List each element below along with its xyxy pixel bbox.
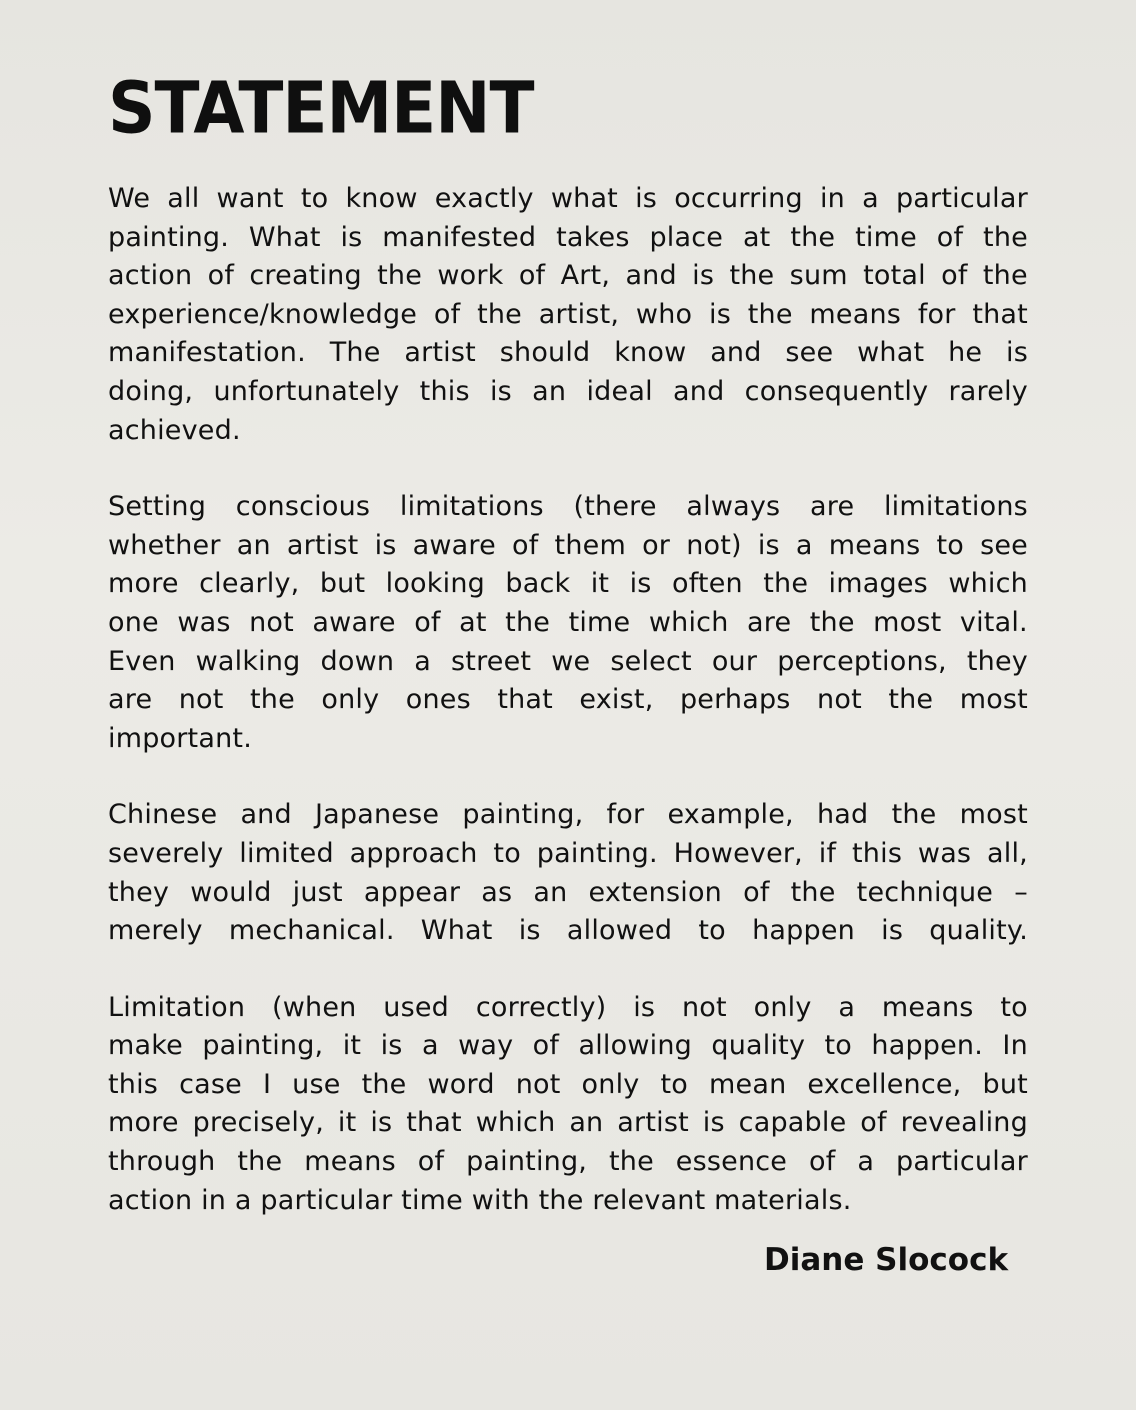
text-line: severely limited approach to painting. However, if this was all, <box>108 837 1028 869</box>
text-line: action of creating the work of Art, and is the sum total of the <box>108 260 1028 292</box>
text-line: achieved. <box>108 414 241 446</box>
text-line: manifestation. The artist should know and see what he is <box>108 337 1028 369</box>
paragraph-1 <box>108 180 1028 450</box>
text-line: this case I use the word not only to mean excellence, but <box>108 1068 1028 1100</box>
paragraph-4 <box>108 989 1028 1221</box>
text-line: Even walking down a street we select our perceptions, they <box>108 645 1028 677</box>
paragraph-2 <box>108 488 1028 758</box>
text-line: Limitation (when used correctly) is not only a means to <box>108 991 1028 1023</box>
text-line: Chinese and Japanese painting, for example, had the most <box>108 799 1028 831</box>
paragraph-3 <box>108 796 1028 950</box>
text-line: one was not aware of at the time which are the most vital. <box>108 606 1028 638</box>
text-line: merely mechanical. What is allowed to happen is quality. <box>108 915 1028 947</box>
text-line: make painting, it is a way of allowing quality to happen. In <box>108 1030 1028 1062</box>
text-line: doing, unfortunately this is an ideal and consequently rarely <box>108 375 1028 407</box>
text-line: We all want to know exactly what is occurring in a particular <box>108 183 1028 214</box>
text-line: important. <box>108 722 252 754</box>
text-line: whether an artist is aware of them or not) is a means to see <box>108 529 1028 561</box>
text-line: Setting conscious limitations (there always are limitations <box>108 491 1028 523</box>
author-signature: Diane Slocock <box>764 1242 1009 1278</box>
text-line: more precisely, it is that which an artist is capable of revealing <box>108 1107 1028 1139</box>
page-title: STATEMENT <box>108 66 534 150</box>
text-line: through the means of painting, the essence of a particular <box>108 1146 1028 1178</box>
text-line: they would just appear as an extension of the technique – <box>108 876 1028 908</box>
text-line: more clearly, but looking back it is often the images which <box>108 568 1028 600</box>
text-line: painting. What is manifested takes place at the time of the <box>108 221 1028 253</box>
statement-page <box>108 66 1028 1258</box>
text-line: experience/knowledge of the artist, who is the means for that <box>108 298 1028 330</box>
text-line: are not the only ones that exist, perhaps not the most <box>108 684 1028 716</box>
text-line: action in a particular time with the relevant materials. <box>108 1184 852 1216</box>
